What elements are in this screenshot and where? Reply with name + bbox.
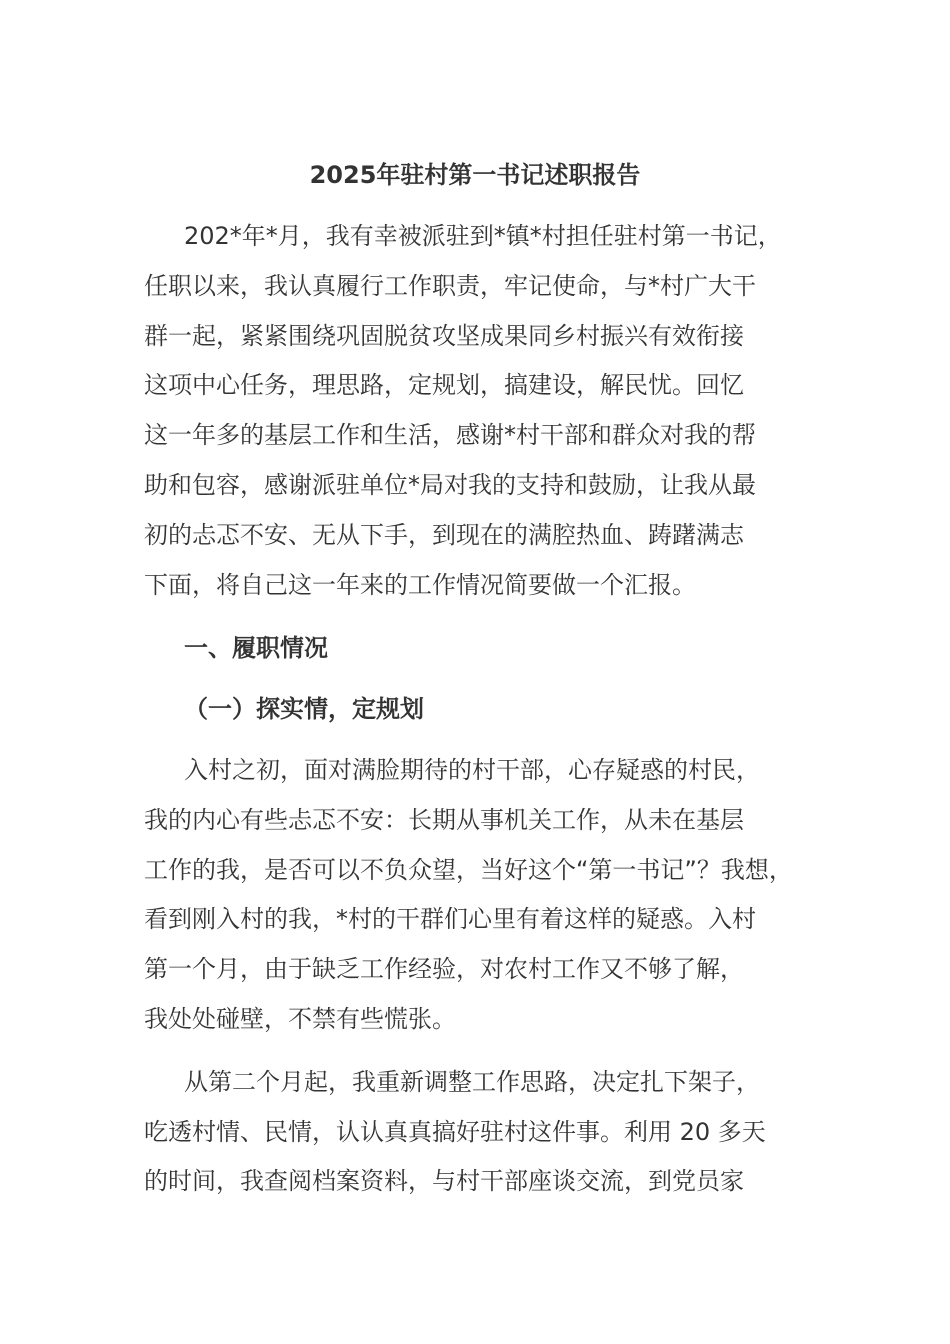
paragraph-line: 这一年多的基层工作和生活，感谢*村干部和群众对我的帮	[144, 421, 756, 449]
paragraph-line: 入村之初，面对满脸期待的村干部，心存疑惑的村民，	[184, 756, 760, 784]
paragraph-line: 我的内心有些忐忑不安：长期从事机关工作，从未在基层	[144, 806, 744, 834]
paragraph-line: 202*年*月，我有幸被派驻到*镇*村担任驻村第一书记，	[184, 222, 782, 250]
paragraph-line: 工作的我，是否可以不负众望，当好这个“第一书记”？我想，	[144, 856, 793, 884]
paragraph-line: 看到刚入村的我，*村的干群们心里有着这样的疑惑。入村	[144, 905, 756, 933]
paragraph-line: 这项中心任务，理思路，定规划，搞建设，解民忧。回忆	[144, 371, 744, 399]
paragraph-line: 下面，将自己这一年来的工作情况简要做一个汇报。	[144, 571, 696, 599]
paragraph-line: 我处处碰壁，不禁有些慌张。	[144, 1005, 456, 1033]
paragraph-line: 助和包容，感谢派驻单位*局对我的支持和鼓励，让我从最	[144, 471, 756, 499]
paragraph-line: 群一起，紧紧围绕巩固脱贫攻坚成果同乡村振兴有效衔接	[144, 322, 744, 350]
subsection-heading: （一）探实情，定规划	[184, 695, 424, 723]
paragraph-line: 吃透村情、民情，认认真真搞好驻村这件事。利用 20 多天	[144, 1118, 766, 1146]
document-title: 2025年驻村第一书记述职报告	[309, 161, 641, 189]
paragraph-line: 初的忐忑不安、无从下手，到现在的满腔热血、踌躇满志	[144, 521, 744, 549]
paragraph-line: 任职以来，我认真履行工作职责，牢记使命，与*村广大干	[144, 272, 756, 300]
paragraph-line: 第一个月，由于缺乏工作经验，对农村工作又不够了解，	[144, 955, 744, 983]
paragraph-line: 从第二个月起，我重新调整工作思路，决定扎下架子，	[184, 1068, 760, 1096]
paragraph-line: 的时间，我查阅档案资料，与村干部座谈交流，到党员家	[144, 1167, 744, 1195]
section-heading: 一、履职情况	[184, 634, 328, 662]
